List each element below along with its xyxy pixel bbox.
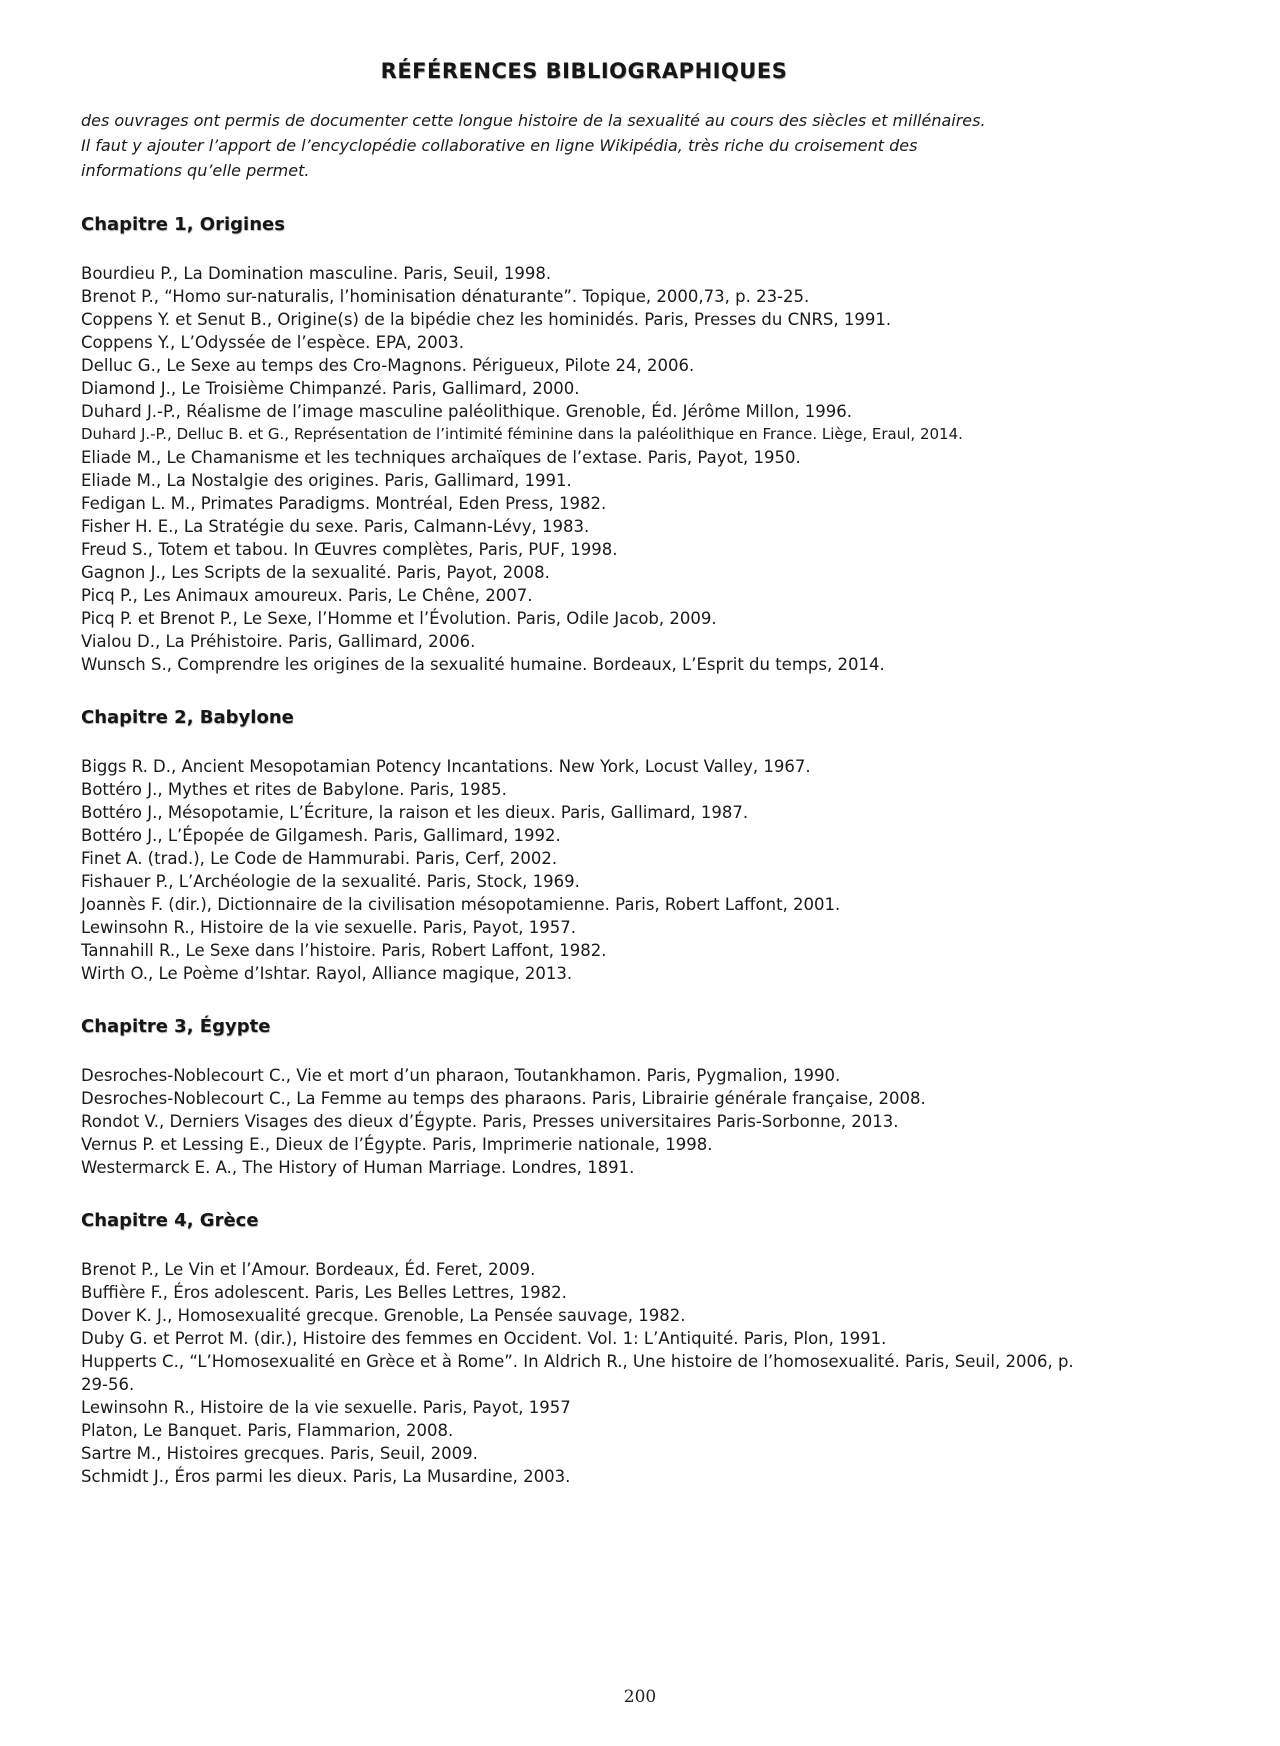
bibliography-entry: Bottéro J., L’Épopée de Gilgamesh. Paris, Gallimard, 1992. xyxy=(81,826,561,845)
page-title: RÉFÉRENCES BIBLIOGRAPHIQUES xyxy=(380,59,788,83)
bibliography-entry: Picq P. et Brenot P., Le Sexe, l’Homme et l’Évolution. Paris, Odile Jacob, 2009. xyxy=(81,609,717,628)
content-column xyxy=(81,0,1087,1488)
chapter-heading: Chapitre 2, Babylone xyxy=(81,707,294,728)
bibliography-entry: Duby G. et Perrot M. (dir.), Histoire des femmes en Occident. Vol. 1: L’Antiquité. Paris, Plon, 1991. xyxy=(81,1329,887,1348)
bibliography-entry: Joannès F. (dir.), Dictionnaire de la civilisation mésopotamienne. Paris, Robert Laffont, 2001. xyxy=(81,895,841,914)
chapter-section xyxy=(81,1209,1087,1488)
chapter-heading: Chapitre 4, Grèce xyxy=(81,1210,259,1231)
bibliography-entry: Eliade M., Le Chamanisme et les techniques archaïques de l’extase. Paris, Payot, 1950. xyxy=(81,448,801,467)
bibliography-entry: Brenot P., Le Vin et l’Amour. Bordeaux, Éd. Feret, 2009. xyxy=(81,1260,536,1279)
page-number: 200 xyxy=(623,1687,657,1707)
entries-list xyxy=(81,1258,1087,1488)
bibliography-entry: Coppens Y., L’Odyssée de l’espèce. EPA, 2003. xyxy=(81,333,465,352)
chapter-heading: Chapitre 3, Égypte xyxy=(81,1016,271,1037)
chapter-heading: Chapitre 1, Origines xyxy=(81,214,285,235)
intro-line: des ouvrages ont permis de documenter cette longue histoire de la sexualité au cours des siècles et millénaires. xyxy=(81,111,986,130)
bibliography-entry: Duhard J.-P., Réalisme de l’image masculine paléolithique. Grenoble, Éd. Jérôme Millon, 1996. xyxy=(81,402,852,421)
chapter-section xyxy=(81,213,1087,676)
bibliography-entry: Rondot V., Derniers Visages des dieux d’Égypte. Paris, Presses universitaires Paris-Sorbonne, 2013. xyxy=(81,1112,899,1131)
bibliography-entry: Dover K. J., Homosexualité grecque. Grenoble, La Pensée sauvage, 1982. xyxy=(81,1306,686,1325)
bibliography-entry: Desroches-Noblecourt C., La Femme au temps des pharaons. Paris, Librairie générale française, 2008. xyxy=(81,1089,926,1108)
bibliography-entry: Diamond J., Le Troisième Chimpanzé. Paris, Gallimard, 2000. xyxy=(81,379,580,398)
bibliography-entry: Delluc G., Le Sexe au temps des Cro-Magnons. Périgueux, Pilote 24, 2006. xyxy=(81,356,695,375)
bibliography-entry: Vernus P. et Lessing E., Dieux de l’Égypte. Paris, Imprimerie nationale, 1998. xyxy=(81,1135,713,1154)
bibliography-entry: Freud S., Totem et tabou. In Œuvres complètes, Paris, PUF, 1998. xyxy=(81,540,618,559)
entries-list xyxy=(81,262,1087,676)
bibliography-entry: Coppens Y. et Senut B., Origine(s) de la bipédie chez les hominidés. Paris, Presses du CNRS, 1991. xyxy=(81,310,892,329)
bibliography-entry: Picq P., Les Animaux amoureux. Paris, Le Chêne, 2007. xyxy=(81,586,533,605)
bibliography-entry: Fedigan L. M., Primates Paradigms. Montréal, Eden Press, 1982. xyxy=(81,494,607,513)
sections-container xyxy=(81,213,1087,1488)
intro-paragraph xyxy=(81,108,1087,183)
bibliography-entry: Bottéro J., Mythes et rites de Babylone. Paris, 1985. xyxy=(81,780,507,799)
bibliography-entry: Finet A. (trad.), Le Code de Hammurabi. Paris, Cerf, 2002. xyxy=(81,849,558,868)
bibliography-entry: Eliade M., La Nostalgie des origines. Paris, Gallimard, 1991. xyxy=(81,471,572,490)
bibliography-entry: Wunsch S., Comprendre les origines de la sexualité humaine. Bordeaux, L’Esprit du temps, 2014. xyxy=(81,655,885,674)
bibliography-entry: Brenot P., “Homo sur-naturalis, l’hominisation dénaturante”. Topique, 2000,73, p. 23-25. xyxy=(81,287,810,306)
bibliography-entry: Lewinsohn R., Histoire de la vie sexuelle. Paris, Payot, 1957 xyxy=(81,1398,571,1417)
bibliography-entry: Bottéro J., Mésopotamie, L’Écriture, la raison et les dieux. Paris, Gallimard, 1987. xyxy=(81,803,749,822)
bibliography-entry: Wirth O., Le Poème d’Ishtar. Rayol, Alliance magique, 2013. xyxy=(81,964,573,983)
bibliography-entry: Desroches-Noblecourt C., Vie et mort d’un pharaon, Toutankhamon. Paris, Pygmalion, 1990. xyxy=(81,1066,841,1085)
bibliography-entry: Westermarck E. A., The History of Human Marriage. Londres, 1891. xyxy=(81,1158,635,1177)
chapter-section xyxy=(81,1015,1087,1179)
bibliography-entry: Hupperts C., “L’Homosexualité en Grèce et à Rome”. In Aldrich R., Une histoire de l’homosexualité. Paris, Seuil, 2006, p. 29-56. xyxy=(81,1352,1074,1394)
bibliography-entry: Vialou D., La Préhistoire. Paris, Gallimard, 2006. xyxy=(81,632,476,651)
bibliography-entry: Fisher H. E., La Stratégie du sexe. Paris, Calmann-Lévy, 1983. xyxy=(81,517,590,536)
bibliography-entry: Platon, Le Banquet. Paris, Flammarion, 2008. xyxy=(81,1421,454,1440)
chapter-section xyxy=(81,706,1087,985)
intro-line: informations qu’elle permet. xyxy=(81,161,310,180)
bibliography-entry: Buffière F., Éros adolescent. Paris, Les Belles Lettres, 1982. xyxy=(81,1283,567,1302)
bibliography-entry: Gagnon J., Les Scripts de la sexualité. Paris, Payot, 2008. xyxy=(81,563,550,582)
bibliography-entry: Duhard J.-P., Delluc B. et G., Représentation de l’intimité féminine dans la paléolithique en France. Liège, Eraul, 2014. xyxy=(81,425,963,443)
bibliography-entry: Biggs R. D., Ancient Mesopotamian Potency Incantations. New York, Locust Valley, 1967. xyxy=(81,757,811,776)
bibliography-entry: Tannahill R., Le Sexe dans l’histoire. Paris, Robert Laffont, 1982. xyxy=(81,941,607,960)
bibliography-entry: Schmidt J., Éros parmi les dieux. Paris, La Musardine, 2003. xyxy=(81,1467,571,1486)
entries-list xyxy=(81,1064,1087,1179)
intro-line: Il faut y ajouter l’apport de l’encyclopédie collaborative en ligne Wikipédia, très riche du croisement des xyxy=(81,136,918,155)
entries-list xyxy=(81,755,1087,985)
bibliography-entry: Sartre M., Histoires grecques. Paris, Seuil, 2009. xyxy=(81,1444,478,1463)
bibliography-entry: Bourdieu P., La Domination masculine. Paris, Seuil, 1998. xyxy=(81,264,552,283)
bibliography-entry: Lewinsohn R., Histoire de la vie sexuelle. Paris, Payot, 1957. xyxy=(81,918,576,937)
bibliography-entry: Fishauer P., L’Archéologie de la sexualité. Paris, Stock, 1969. xyxy=(81,872,580,891)
